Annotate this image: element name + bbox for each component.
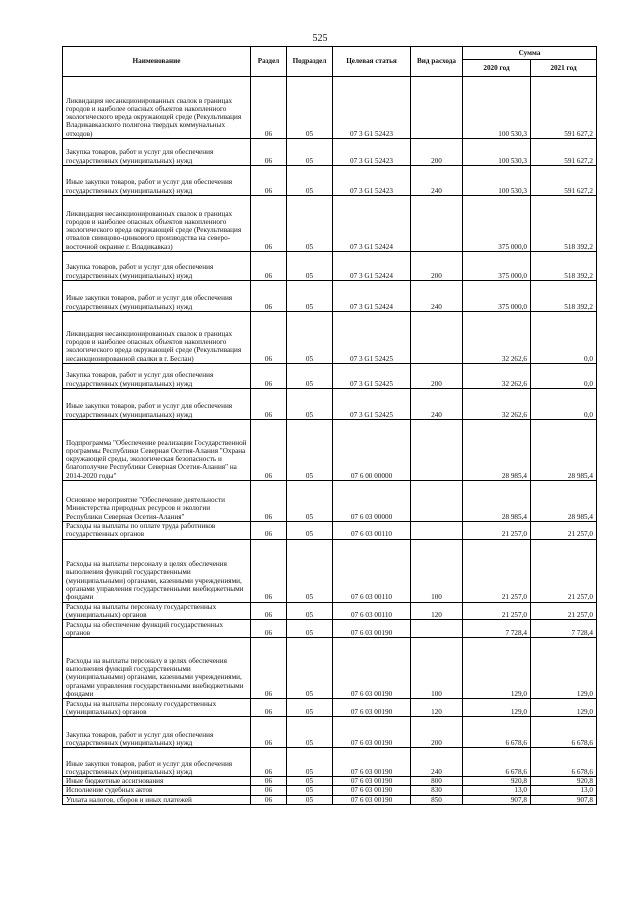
row-section: 06 bbox=[251, 312, 287, 364]
row-expense: 200 bbox=[411, 717, 463, 748]
row-target: 07 3 G1 52425 bbox=[333, 312, 411, 364]
row-name: Расходы на обеспечение функций государственных органов bbox=[63, 620, 251, 638]
row-subsection: 05 bbox=[287, 786, 333, 795]
row-subsection: 05 bbox=[287, 252, 333, 281]
row-sum-2021: 518 392,2 bbox=[531, 252, 597, 281]
row-sum-2020: 32 262,6 bbox=[463, 312, 531, 364]
row-sum-2020: 21 257,0 bbox=[463, 539, 531, 602]
row-expense: 240 bbox=[411, 166, 463, 196]
row-name: Расходы на выплаты персоналу государственных (муниципальных) органов bbox=[63, 699, 251, 717]
table-row bbox=[63, 364, 597, 389]
row-name: Расходы на выплаты персоналу государственных (муниципальных) органов bbox=[63, 602, 251, 620]
row-sum-2021: 6 678,6 bbox=[531, 748, 597, 777]
row-subsection: 05 bbox=[287, 539, 333, 602]
row-subsection: 05 bbox=[287, 77, 333, 139]
row-subsection: 05 bbox=[287, 196, 333, 252]
row-sum-2020: 21 257,0 bbox=[463, 602, 531, 620]
row-expense: 240 bbox=[411, 389, 463, 420]
row-expense bbox=[411, 312, 463, 364]
row-section: 06 bbox=[251, 748, 287, 777]
row-section: 06 bbox=[251, 522, 287, 540]
table-row bbox=[63, 77, 597, 139]
table-row bbox=[63, 389, 597, 420]
row-target: 07 6 03 00190 bbox=[333, 748, 411, 777]
row-sum-2020: 920,8 bbox=[463, 777, 531, 786]
row-sum-2021: 518 392,2 bbox=[531, 281, 597, 312]
row-sum-2020: 13,0 bbox=[463, 786, 531, 795]
row-sum-2021: 907,8 bbox=[531, 795, 597, 804]
page-number: 525 bbox=[312, 33, 328, 44]
row-section: 06 bbox=[251, 795, 287, 804]
row-expense bbox=[411, 77, 463, 139]
table-body bbox=[63, 77, 597, 805]
row-sum-2020: 907,8 bbox=[463, 795, 531, 804]
row-section: 06 bbox=[251, 539, 287, 602]
row-section: 06 bbox=[251, 389, 287, 420]
header-sum: Сумма bbox=[463, 47, 597, 60]
row-sum-2021: 0,0 bbox=[531, 389, 597, 420]
row-name: Уплата налогов, сборов и иных платежей bbox=[63, 795, 251, 804]
row-section: 06 bbox=[251, 420, 287, 481]
row-sum-2021: 7 728,4 bbox=[531, 620, 597, 638]
row-name: Иные закупки товаров, работ и услуг для обеспечения государственных (муниципальных) нужд bbox=[63, 389, 251, 420]
row-expense bbox=[411, 481, 463, 522]
table-row bbox=[63, 166, 597, 196]
row-section: 06 bbox=[251, 196, 287, 252]
row-target: 07 6 03 00190 bbox=[333, 620, 411, 638]
row-sum-2020: 100 530,3 bbox=[463, 139, 531, 166]
table-row bbox=[63, 602, 597, 620]
table-row bbox=[63, 748, 597, 777]
row-subsection: 05 bbox=[287, 638, 333, 699]
table-row bbox=[63, 620, 597, 638]
row-expense: 240 bbox=[411, 748, 463, 777]
row-expense: 200 bbox=[411, 364, 463, 389]
header-2020: 2020 год bbox=[463, 60, 531, 77]
row-sum-2021: 21 257,0 bbox=[531, 522, 597, 540]
row-sum-2020: 28 985,4 bbox=[463, 420, 531, 481]
row-name: Исполнение судебных актов bbox=[63, 786, 251, 795]
row-sum-2021: 21 257,0 bbox=[531, 539, 597, 602]
row-sum-2021: 28 985,4 bbox=[531, 420, 597, 481]
row-sum-2020: 7 728,4 bbox=[463, 620, 531, 638]
row-name: Ликвидация несанкционированных свалок в границах городов и наиболее опасных объектов накопленного экологического вреда окружающей среде (Рекультивация отвалов свинцово-цинкового производства на северо-восточной окраине г. Владикавказ) bbox=[63, 196, 251, 252]
row-section: 06 bbox=[251, 786, 287, 795]
row-subsection: 05 bbox=[287, 795, 333, 804]
row-target: 07 6 03 00190 bbox=[333, 638, 411, 699]
row-section: 06 bbox=[251, 166, 287, 196]
row-target: 07 6 03 00110 bbox=[333, 602, 411, 620]
row-sum-2020: 28 985,4 bbox=[463, 481, 531, 522]
row-name: Иные закупки товаров, работ и услуг для обеспечения государственных (муниципальных) нужд bbox=[63, 748, 251, 777]
table-row bbox=[63, 539, 597, 602]
row-sum-2021: 591 627,2 bbox=[531, 166, 597, 196]
row-section: 06 bbox=[251, 717, 287, 748]
row-name: Закупка товаров, работ и услуг для обеспечения государственных (муниципальных) нужд bbox=[63, 252, 251, 281]
row-name: Ликвидация несанкционированных свалок в границах городов и наиболее опасных объектов накопленного экологического вреда окружающей среде (Рекультивация несанкционированной свалки в г. Беслан) bbox=[63, 312, 251, 364]
row-sum-2021: 13,0 bbox=[531, 786, 597, 795]
row-subsection: 05 bbox=[287, 389, 333, 420]
row-section: 06 bbox=[251, 77, 287, 139]
row-expense bbox=[411, 420, 463, 481]
row-subsection: 05 bbox=[287, 620, 333, 638]
table-row bbox=[63, 786, 597, 795]
row-expense: 240 bbox=[411, 281, 463, 312]
row-sum-2021: 0,0 bbox=[531, 364, 597, 389]
row-sum-2021: 518 392,2 bbox=[531, 196, 597, 252]
row-target: 07 6 03 00190 bbox=[333, 699, 411, 717]
row-target: 07 3 G1 52423 bbox=[333, 166, 411, 196]
header-subsection: Подраздел bbox=[287, 47, 333, 77]
row-sum-2020: 21 257,0 bbox=[463, 522, 531, 540]
row-sum-2020: 6 678,6 bbox=[463, 717, 531, 748]
row-expense bbox=[411, 620, 463, 638]
row-name: Ликвидация несанкционированных свалок в границах городов и наиболее опасных объектов накопленного экологического вреда окружающей среде (Рекультивация Владикавказского полигона твердых коммунальных отходов) bbox=[63, 77, 251, 139]
row-sum-2021: 0,0 bbox=[531, 312, 597, 364]
row-expense bbox=[411, 522, 463, 540]
row-expense: 850 bbox=[411, 795, 463, 804]
row-sum-2020: 100 530,3 bbox=[463, 77, 531, 139]
row-section: 06 bbox=[251, 777, 287, 786]
row-sum-2021: 28 985,4 bbox=[531, 481, 597, 522]
row-section: 06 bbox=[251, 252, 287, 281]
row-target: 07 6 03 00110 bbox=[333, 522, 411, 540]
row-expense bbox=[411, 196, 463, 252]
table-row bbox=[63, 420, 597, 481]
row-sum-2021: 591 627,2 bbox=[531, 139, 597, 166]
row-subsection: 05 bbox=[287, 420, 333, 481]
row-subsection: 05 bbox=[287, 748, 333, 777]
row-name: Расходы на выплаты персоналу в целях обеспечения выполнения функций государственными (муниципальными) органами, казенными учреждениями, органами управления государственными внебюджетными фондами bbox=[63, 638, 251, 699]
table-row bbox=[63, 312, 597, 364]
row-subsection: 05 bbox=[287, 139, 333, 166]
row-subsection: 05 bbox=[287, 481, 333, 522]
table-row bbox=[63, 795, 597, 804]
row-sum-2021: 920,8 bbox=[531, 777, 597, 786]
row-target: 07 6 03 00000 bbox=[333, 481, 411, 522]
row-sum-2020: 100 530,3 bbox=[463, 166, 531, 196]
table-row bbox=[63, 522, 597, 540]
row-subsection: 05 bbox=[287, 699, 333, 717]
row-name: Закупка товаров, работ и услуг для обеспечения государственных (муниципальных) нужд bbox=[63, 364, 251, 389]
row-sum-2021: 129,0 bbox=[531, 638, 597, 699]
row-name: Подпрограмма "Обеспечение реализации Государственной программы Республики Северная Осетия-Алания "Охрана окружающей среды, экологическая безопасность и благополучие Республики Северная Осетия-Алания" на 2014-2020 годы" bbox=[63, 420, 251, 481]
row-expense: 100 bbox=[411, 539, 463, 602]
row-section: 06 bbox=[251, 364, 287, 389]
row-expense: 120 bbox=[411, 699, 463, 717]
row-sum-2020: 6 678,6 bbox=[463, 748, 531, 777]
row-target: 07 3 G1 52423 bbox=[333, 139, 411, 166]
row-subsection: 05 bbox=[287, 281, 333, 312]
row-target: 07 6 03 00190 bbox=[333, 717, 411, 748]
row-subsection: 05 bbox=[287, 777, 333, 786]
row-expense: 200 bbox=[411, 139, 463, 166]
row-name: Закупка товаров, работ и услуг для обеспечения государственных (муниципальных) нужд bbox=[63, 717, 251, 748]
row-target: 07 3 G1 52425 bbox=[333, 364, 411, 389]
row-target: 07 3 G1 52423 bbox=[333, 77, 411, 139]
row-sum-2021: 591 627,2 bbox=[531, 77, 597, 139]
row-target: 07 3 G1 52424 bbox=[333, 281, 411, 312]
row-name: Расходы на выплаты персоналу в целях обеспечения выполнения функций государственными (муниципальными) органами, казенными учреждениями, органами управления государственными внебюджетными фондами bbox=[63, 539, 251, 602]
row-sum-2021: 6 678,6 bbox=[531, 717, 597, 748]
table-row bbox=[63, 196, 597, 252]
row-section: 06 bbox=[251, 602, 287, 620]
row-target: 07 3 G1 52424 bbox=[333, 252, 411, 281]
row-sum-2020: 32 262,6 bbox=[463, 364, 531, 389]
row-expense: 830 bbox=[411, 786, 463, 795]
row-sum-2020: 375 000,0 bbox=[463, 252, 531, 281]
row-target: 07 6 00 00000 bbox=[333, 420, 411, 481]
row-target: 07 6 03 00190 bbox=[333, 786, 411, 795]
row-section: 06 bbox=[251, 139, 287, 166]
budget-table bbox=[62, 46, 597, 805]
header-2021: 2021 год bbox=[531, 60, 597, 77]
row-subsection: 05 bbox=[287, 312, 333, 364]
row-subsection: 05 bbox=[287, 364, 333, 389]
table-row bbox=[63, 717, 597, 748]
row-subsection: 05 bbox=[287, 717, 333, 748]
row-target: 07 6 03 00110 bbox=[333, 539, 411, 602]
row-section: 06 bbox=[251, 481, 287, 522]
row-sum-2021: 129,0 bbox=[531, 699, 597, 717]
header-section: Раздел bbox=[251, 47, 287, 77]
table-row bbox=[63, 699, 597, 717]
table-row bbox=[63, 139, 597, 166]
row-expense: 120 bbox=[411, 602, 463, 620]
row-subsection: 05 bbox=[287, 522, 333, 540]
row-expense: 200 bbox=[411, 252, 463, 281]
table-row bbox=[63, 281, 597, 312]
header-name: Наименование bbox=[63, 47, 251, 77]
table-row bbox=[63, 481, 597, 522]
row-sum-2020: 375 000,0 bbox=[463, 281, 531, 312]
row-name: Основное мероприятие "Обеспечение деятельности Министерства природных ресурсов и экологии Республики Северная Осетия-Алания" bbox=[63, 481, 251, 522]
row-section: 06 bbox=[251, 620, 287, 638]
row-name: Расходы на выплаты по оплате труда работников государственных органов bbox=[63, 522, 251, 540]
row-name: Закупка товаров, работ и услуг для обеспечения государственных (муниципальных) нужд bbox=[63, 139, 251, 166]
row-sum-2020: 129,0 bbox=[463, 699, 531, 717]
row-subsection: 05 bbox=[287, 166, 333, 196]
row-target: 07 6 03 00190 bbox=[333, 777, 411, 786]
header-target: Целевая статья bbox=[333, 47, 411, 77]
row-section: 06 bbox=[251, 699, 287, 717]
row-name: Иные бюджетные ассигнования bbox=[63, 777, 251, 786]
table-row bbox=[63, 638, 597, 699]
row-target: 07 3 G1 52424 bbox=[333, 196, 411, 252]
table-row bbox=[63, 252, 597, 281]
row-section: 06 bbox=[251, 281, 287, 312]
header-expense: Вид расхода bbox=[411, 47, 463, 77]
row-expense: 800 bbox=[411, 777, 463, 786]
row-name: Иные закупки товаров, работ и услуг для обеспечения государственных (муниципальных) нужд bbox=[63, 166, 251, 196]
row-subsection: 05 bbox=[287, 602, 333, 620]
row-sum-2020: 32 262,6 bbox=[463, 389, 531, 420]
row-sum-2020: 129,0 bbox=[463, 638, 531, 699]
row-sum-2021: 21 257,0 bbox=[531, 602, 597, 620]
row-section: 06 bbox=[251, 638, 287, 699]
row-target: 07 6 03 00190 bbox=[333, 795, 411, 804]
row-target: 07 3 G1 52425 bbox=[333, 389, 411, 420]
row-sum-2020: 375 000,0 bbox=[463, 196, 531, 252]
table-row bbox=[63, 777, 597, 786]
row-name: Иные закупки товаров, работ и услуг для обеспечения государственных (муниципальных) нужд bbox=[63, 281, 251, 312]
row-expense: 100 bbox=[411, 638, 463, 699]
